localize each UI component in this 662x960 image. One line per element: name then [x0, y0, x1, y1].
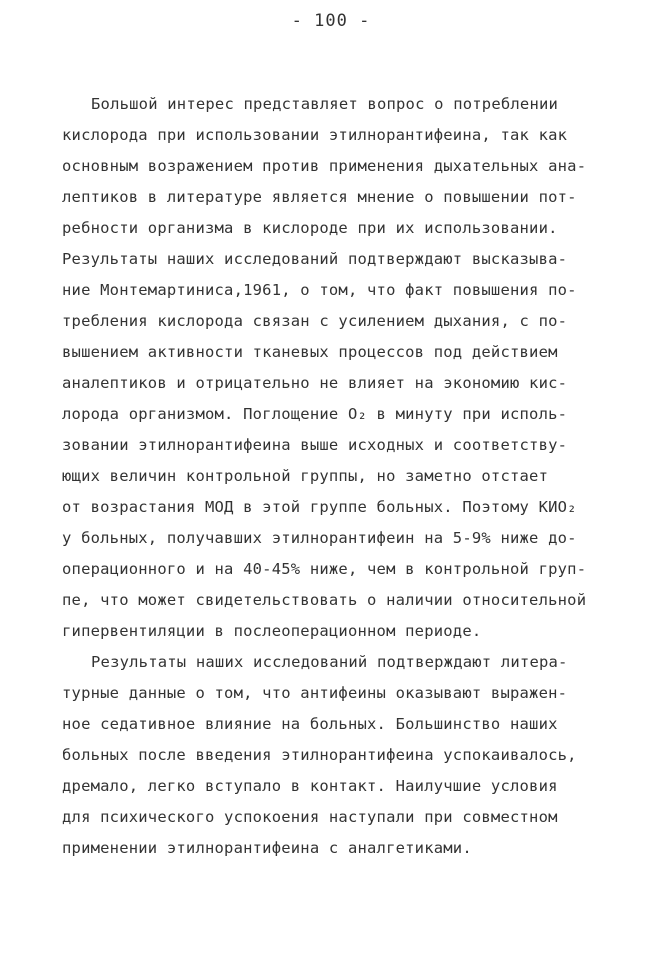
text-line: ное седативное влияние на больных. Большинство наших — [62, 715, 558, 733]
text-line: основным возражением против применения дыхательных ана- — [62, 157, 587, 175]
text-line: вышением активности тканевых процессов под действием — [62, 343, 558, 361]
text-line: операционного и на 40-45% ниже, чем в контрольной груп- — [62, 560, 587, 578]
text-line: турные данные о том, что антифеины оказывают выражен- — [62, 684, 568, 702]
text-line: применении этилнорантифеина с аналгетиками. — [62, 839, 472, 857]
page-number: - 100 - — [291, 11, 371, 31]
text-line: у больных, получавших этилнорантифеин на 5-9% ниже до- — [62, 529, 577, 547]
text-line: ребности организма в кислороде при их использовании. — [62, 219, 558, 237]
text-line: Большой интерес представляет вопрос о потреблении — [91, 95, 559, 113]
text-line: лептиков в литературе является мнение о повышении пот- — [62, 188, 577, 206]
text-line: Результаты наших исследований подтверждают литера- — [91, 653, 568, 671]
text-line: пе, что может свидетельствовать о наличии относительной — [62, 591, 587, 609]
text-line: ющих величин контрольной группы, но заметно отстает — [62, 467, 549, 485]
text-line: ние Монтемартиниса,1961, о том, что факт повышения по- — [62, 281, 577, 299]
text-line: от возрастания МОД в этой группе больных. Поэтому КИО₂ — [62, 498, 577, 516]
text-line: больных после введения этилнорантифеина успокаивалось, — [62, 746, 577, 764]
text-line: лорода организмом. Поглощение O₂ в минуту при исполь- — [62, 405, 568, 423]
text-line: требления кислорода связан с усилением дыхания, с по- — [62, 312, 568, 330]
text-line: гипервентиляции в послеоперационном периоде. — [62, 622, 482, 640]
text-line: кислорода при использовании этилнорантифеина, так как — [62, 126, 568, 144]
text-line: дремало, легко вступало в контакт. Наилучшие условия — [62, 777, 558, 795]
text-line: аналептиков и отрицательно не влияет на экономию кис- — [62, 374, 568, 392]
text-line: для психического успокоения наступали при совместном — [62, 808, 558, 826]
text-line: зовании этилнорантифеина выше исходных и соответству- — [62, 436, 568, 454]
text-line: Результаты наших исследований подтверждают высказыва- — [62, 250, 568, 268]
